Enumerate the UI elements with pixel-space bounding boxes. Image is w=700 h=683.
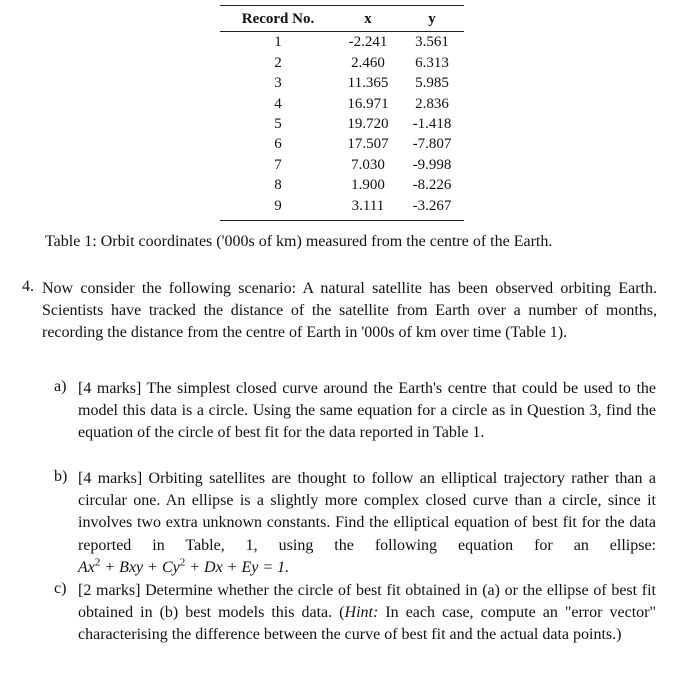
cell-x: 19.720 [347, 116, 389, 133]
cell-y: -3.267 [400, 196, 464, 221]
table-row [220, 155, 464, 175]
cell-y: -1.418 [412, 116, 452, 133]
cell-y: -8.226 [412, 177, 452, 194]
cell-x: -2.241 [348, 34, 388, 51]
cell-x: 11.365 [347, 75, 389, 92]
question-number: 4. [22, 278, 34, 295]
cell-record: 6 [274, 136, 282, 153]
table-header-row [220, 6, 464, 32]
cell-record: 9 [220, 196, 336, 221]
cell-record: 7 [274, 156, 282, 173]
cell-record: 1 [274, 34, 282, 51]
cell-y: 3.561 [415, 34, 449, 51]
part-b-paragraph [78, 468, 656, 579]
table-row [220, 94, 464, 114]
part-c-paragraph [78, 580, 656, 647]
question-intro: Now consider the following scenario: A natural satellite has been observed orbiting Earth. Scientists have tracked the distance of the satellite from Earth over a number of months, recording the distance from the centre of Earth in '000s of km over time (Table 1). [42, 280, 657, 342]
eq-exponent-2: 2 [179, 556, 186, 569]
table-row [220, 32, 464, 53]
part-c-text-before: [2 marks] Determine whether the circle of best fit obtained in (a) or the ellipse of best fit obtained in (b) best models this data. ( [78, 582, 656, 622]
eq-exponent-1: 2 [94, 556, 101, 569]
cell-y: -7.807 [412, 136, 452, 153]
cell-y: -9.998 [412, 156, 452, 173]
eq-term-2: + Bxy + Cy [100, 558, 180, 576]
table-caption: Table 1: Orbit coordinates ('000s of km) measured from the centre of the Earth. [45, 233, 553, 250]
cell-record: 5 [274, 116, 282, 133]
ellipse-equation [78, 556, 290, 576]
cell-record: 8 [274, 177, 282, 194]
table-row [220, 134, 464, 154]
part-a-text: [4 marks] The simplest closed curve around the Earth's centre that could be used to the model this data is a circle. Using the same equation for a circle as in Question 3, find the equation of the circle of best fit for the data reported in Table 1. [78, 380, 656, 442]
table-row [220, 196, 464, 221]
part-b-text: [4 marks] Orbiting satellites are thought to follow an elliptical trajectory rather than a circular one. An ellipse is a slightly more complex closed curve than a circle, since it involves two extra unknown constants. Find the elliptical equation of best fit for the data reported in Table, 1, using the following equation for an ellipse: [78, 470, 656, 554]
cell-record: 2 [274, 54, 282, 71]
part-c-text-after: In each case, compute an "error vector" characterising the difference between the curve of best fit and the actual data points.) [78, 604, 657, 644]
part-a-label: a) [54, 378, 67, 395]
table-row [220, 73, 464, 93]
header-y: y [400, 6, 464, 32]
table-row [220, 114, 464, 134]
eq-term-3: + Dx + Ey = 1. [185, 558, 290, 576]
cell-y: 6.313 [415, 54, 449, 71]
cell-record: 3 [274, 75, 282, 92]
cell-record: 4 [274, 95, 282, 112]
cell-y: 2.836 [415, 95, 449, 112]
hint-label: Hint: [344, 604, 379, 622]
header-x: x [336, 6, 400, 32]
cell-x: 16.971 [347, 95, 389, 112]
cell-x: 17.507 [347, 136, 389, 153]
cell-x: 3.111 [336, 196, 400, 221]
cell-x: 7.030 [351, 156, 385, 173]
part-c-label: c) [54, 580, 67, 597]
cell-x: 1.900 [351, 177, 385, 194]
table-row [220, 53, 464, 73]
part-b-label: b) [54, 468, 68, 485]
header-record-no: Record No. [220, 6, 336, 32]
table-row [220, 175, 464, 195]
eq-term-1: Ax [78, 558, 95, 576]
cell-x: 2.460 [351, 54, 385, 71]
cell-y: 5.985 [415, 75, 449, 92]
orbit-data-table [220, 5, 464, 221]
